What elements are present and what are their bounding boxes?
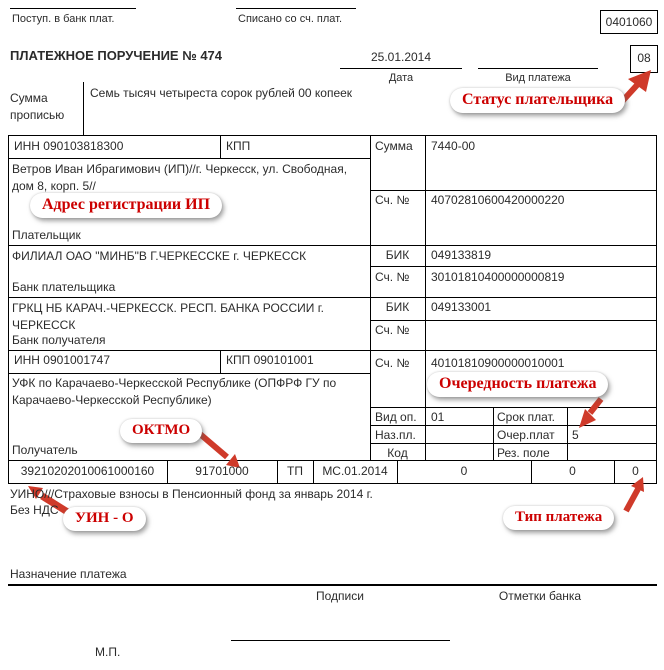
sum-label: Сумма [375,139,413,153]
purpose-line-1: УИНО///Страховые взносы в Пенсионный фонд за январь 2014 г. [10,487,373,501]
op-kind-label: Вид оп. [375,410,417,424]
payee-bank-account-label: Сч. № [375,323,410,337]
bank-marks-label: Отметки банка [498,589,582,603]
payer-bank-bik: 049133819 [431,248,492,262]
payer-kpp: КПП [226,139,251,153]
purpose-line-2: Без НДС [10,503,59,517]
payer-bank-account-label: Сч. № [375,270,410,284]
tax-period-value: МС.01.2014 [322,464,388,478]
payee-kpp: КПП 090101001 [226,353,314,367]
callout-payment-type: Тип платежа [503,506,614,530]
purpose-label: Назначение платежа [10,567,127,581]
payer-label: Плательщик [12,228,81,242]
document-title: ПЛАТЕЖНОЕ ПОРУЧЕНИЕ № 474 [10,48,223,63]
stamp-label: М.П. [95,645,121,659]
kbk-value: 39210202010061000160 [20,464,155,478]
payer-inn: ИНН 090103818300 [14,139,124,153]
payee-bank-label: Банк получателя [12,333,106,347]
received-in-bank-label: Поступ. в банк плат. [12,13,115,25]
signatures-label: Подписи [316,589,364,603]
payee-bank-bik: 049133001 [431,300,492,314]
callout-priority: Очередность платежа [427,372,608,397]
payer-bank-name: ФИЛИАЛ ОАО "МИНБ"В Г.ЧЕРКЕССКЕ г. ЧЕРКЕССК [12,249,307,263]
op-kind-value: 01 [431,410,445,424]
payer-name: Ветров Иван Ибрагимович (ИП)//г. Черкесск, ул. Свободная, дом 8, корп. 5// [12,162,348,193]
callout-oktmo: ОКТМО [120,419,202,443]
payment-kind-label: Вид платежа [505,72,571,84]
payee-account: 40101810900000010001 [431,356,565,370]
reserve-field-label: Рез. поле [497,446,550,460]
date-label: Дата [388,72,414,84]
payer-bank-label: Банк плательщика [12,280,116,294]
payer-bank-bik-label: БИК [385,248,410,262]
payee-account-label: Сч. № [375,356,410,370]
sum-value: 7440-00 [431,139,476,153]
priority-value: 5 [572,428,579,442]
payment-type-value: 0 [632,464,639,478]
payment-basis-value: ТП [287,464,303,478]
payee-bank-bik-label: БИК [385,300,410,314]
callout-arrows [28,70,651,516]
oktmo-value: 91701000 [195,464,249,478]
purpose-code-label: Наз.пл. [375,428,416,442]
payer-account-label: Сч. № [375,193,410,207]
payer-account: 40702810600420000220 [431,193,565,207]
code-label: Код [387,446,408,460]
amount-words-label: Сумма прописью [10,91,65,122]
payer-status-value: 08 [637,51,651,65]
form-code-box: 0401060 [605,15,653,29]
payer-bank-account: 30101810400000000819 [431,270,565,284]
callout-reg-address: Адрес регистрации ИП [30,193,222,218]
amount-words-value: Семь тысяч четыреста сорок рублей 00 копеек [90,86,353,100]
arrow-priority [579,399,601,428]
payee-label: Получатель [12,443,78,457]
debited-from-account-label: Списано со сч. плат. [238,13,343,25]
arrow-oktmo [200,434,240,468]
payee-bank-name: ГРКЦ НБ КАРАЧ.-ЧЕРКЕССК. РЕСП. БАНКА РОССИИ г. ЧЕРКЕССК [12,301,324,332]
doc-date-value: 0 [569,464,576,478]
date-value: 25.01.2014 [370,50,432,64]
priority-label: Очер.плат [497,428,555,442]
due-date-label: Срок плат. [497,410,556,424]
arrow-payment-type [626,477,644,511]
doc-number-value: 0 [460,464,468,478]
callout-payer-status: Статус плательщика [450,88,625,113]
payee-inn: ИНН 0901001747 [14,353,111,367]
payee-name: УФК по Карачаево-Черкесской Республике (ОПФРФ ГУ по Карачаево-Черкесской Республике) [12,376,337,407]
callout-uin: УИН - О [63,507,146,531]
